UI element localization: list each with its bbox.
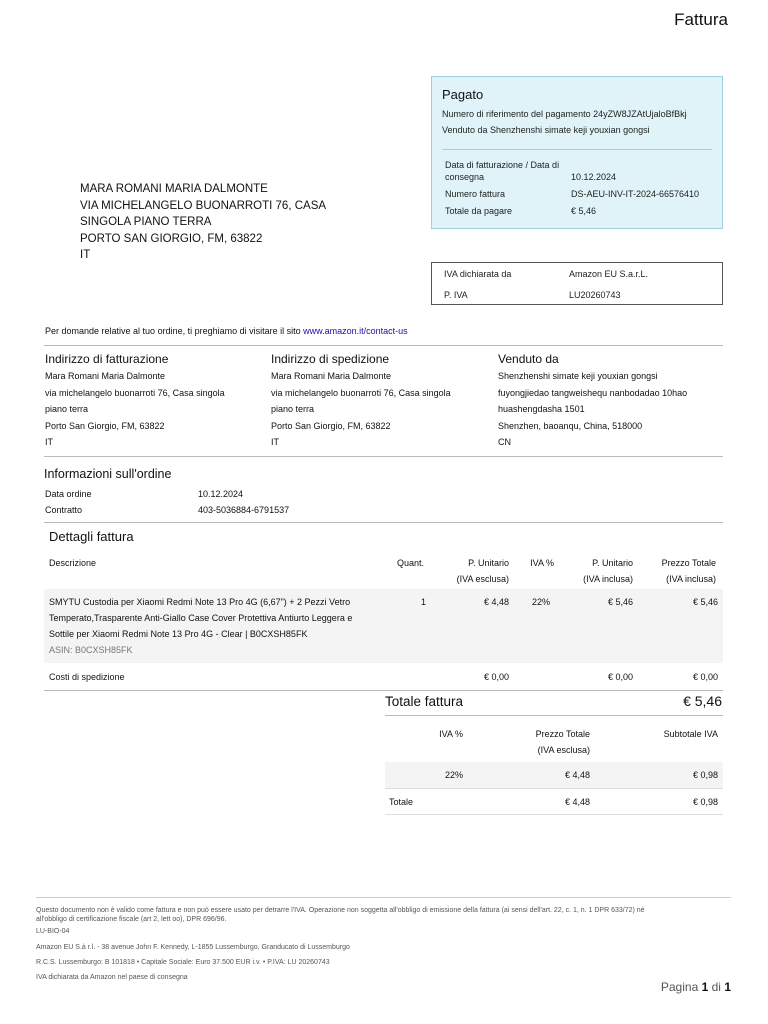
recipient-line: SINGOLA PIANO TERRA	[80, 216, 212, 228]
sold-by-line: fuyongjiedao tangweishequ nanbodadao 10hao	[498, 387, 688, 398]
vat-summary-sum-total: € 4,48	[564, 797, 590, 807]
item-qty: 1	[421, 597, 427, 607]
total-due-value: € 5,46	[571, 206, 597, 216]
order-date-label: Data ordine	[45, 489, 92, 499]
shipping-line: IT	[271, 437, 279, 447]
divider	[44, 690, 723, 691]
invoice-details-title: Dettagli fattura	[49, 529, 134, 544]
payment-seller: Venduto da Shenzhenshi simate keji youxian gongsi	[442, 125, 650, 135]
invoice-date-label-1: Data di fatturazione / Data di	[445, 160, 560, 170]
col-unit-ex-header: P. Unitario (IVA esclusa)	[456, 558, 509, 584]
divider	[44, 522, 723, 523]
invoice-number-value: DS-AEU-INV-IT-2024-66576410	[571, 189, 700, 199]
payment-status: Pagato	[442, 87, 484, 102]
shipping-line: Mara Romani Maria Dalmonte	[271, 371, 392, 381]
col-total-header: Prezzo Totale (IVA inclusa)	[661, 558, 716, 584]
vat-summary-sum-subtotal: € 0,98	[692, 797, 718, 807]
footer-company: Amazon EU S.à r.l. - 38 avenue John F. Kennedy, L-1855 Lussemburgo, Granducato di Lussemburgo	[36, 944, 350, 951]
vat-summary-total: € 4,48	[564, 770, 590, 780]
col-vat-header: IVA %	[530, 558, 554, 568]
table-row	[385, 762, 723, 788]
billing-line: IT	[45, 437, 53, 447]
shipping-line: via michelangelo buonarroti 76, Casa singola	[271, 387, 451, 398]
total-due-label: Totale da pagare	[445, 206, 513, 216]
page-indicator: Pagina 1 di 1	[660, 980, 731, 994]
shipping-unit-in: € 0,00	[607, 672, 633, 682]
footer-code: LU-BIO-04	[36, 928, 70, 935]
order-info-title: Informazioni sull'ordine	[44, 467, 172, 481]
footer-disclaimer: Questo documento non è valido come fattura e non può essere usato per detrarre l'IVA. Operazione non soggetta all'obbligo di emissione della fattura (ai sensi dell'art. 22, c. 1, n. 1 DPR 633/72) né all'obbligo di certificazione fiscale (art 2, lett oo), DPR 696/96.	[36, 907, 645, 923]
divider	[385, 715, 723, 716]
item-description: SMYTU Custodia per Xiaomi Redmi Note 13 Pro 4G (6,67") + 2 Pezzi Vetro Temperato,Trasparente Anti-Giallo Case Cover Protettiva Antiurto Leggera e Sottile per Xiaomi Redmi Note 13 Pro 4G - Clear | B0CXSH85FK ASIN: B0CXSH85FK	[49, 594, 389, 658]
invoice-date-label-2: consegna	[445, 172, 485, 182]
divider	[385, 814, 723, 815]
sold-by-line: Shenzhenshi simate keji youxian gongsi	[498, 371, 658, 381]
sold-by-line: Shenzhen, baoanqu, China, 518000	[498, 420, 643, 431]
contract-value: 403-5036884-6791537	[198, 505, 290, 515]
payment-divider	[442, 149, 712, 150]
vat-box	[431, 262, 723, 305]
contact-link[interactable]: www.amazon.it/contact-us	[303, 326, 408, 336]
invoice-total-label: Totale fattura	[385, 694, 464, 709]
item-unit-in: € 5,46	[607, 597, 633, 607]
invoice-date-value: 10.12.2024	[571, 172, 617, 182]
table-row	[44, 589, 723, 663]
footer-vat-note: IVA dichiarata da Amazon nel paese di consegna	[36, 974, 188, 981]
divider	[385, 788, 723, 789]
vat-summary-subtotal-header: Subtotale IVA	[663, 729, 718, 739]
order-date-value: 10.12.2024	[198, 489, 244, 499]
col-qty-header: Quant.	[397, 558, 425, 568]
billing-address	[45, 352, 265, 451]
shipping-cost-label: Costi di spedizione	[49, 672, 125, 682]
shipping-unit-ex: € 0,00	[483, 672, 509, 682]
vat-declared-value: Amazon EU S.a.r.L.	[569, 269, 649, 279]
shipping-line: Porto San Giorgio, FM, 63822	[271, 420, 391, 431]
item-asin: ASIN: B0CXSH85FK	[49, 645, 133, 655]
piva-value: LU20260743	[569, 290, 621, 300]
vat-declared-label: IVA dichiarata da	[444, 269, 512, 279]
billing-line: Porto San Giorgio, FM, 63822	[45, 420, 165, 431]
invoice-total-value: € 5,46	[683, 693, 722, 709]
sold-by	[498, 352, 723, 451]
item-unit-ex: € 4,48	[483, 597, 509, 607]
shipping-title: Indirizzo di spedizione	[271, 352, 390, 366]
divider	[44, 456, 723, 457]
shipping-total: € 0,00	[692, 672, 718, 682]
footer-divider	[36, 897, 731, 898]
contract-label: Contratto	[45, 505, 83, 515]
billing-line: Mara Romani Maria Dalmonte	[45, 371, 166, 381]
vat-summary-rate: 22%	[444, 770, 463, 780]
sold-by-title: Venduto da	[498, 352, 559, 366]
vat-summary-sum-label: Totale	[389, 797, 414, 807]
item-vat: 22%	[531, 597, 550, 607]
shipping-line: piano terra	[271, 404, 315, 414]
payment-reference: Numero di riferimento del pagamento 24yZW8JZAtUjaloBfBkj	[442, 109, 687, 119]
payment-box	[431, 76, 723, 229]
divider	[44, 345, 723, 346]
billing-title: Indirizzo di fatturazione	[45, 352, 169, 366]
footer-registration: R.C.S. Lussemburgo: B 101818 • Capitale Sociale: Euro 37.500 EUR i.v. • P.IVA: LU 20260743	[36, 959, 330, 966]
vat-summary-rate-header: IVA %	[439, 729, 463, 739]
piva-label: P. IVA	[444, 290, 468, 300]
invoice-number-label: Numero fattura	[445, 189, 506, 199]
recipient-line: IT	[80, 249, 91, 261]
col-unit-in-header: P. Unitario (IVA inclusa)	[583, 558, 633, 584]
vat-summary-total-header: Prezzo Totale (IVA esclusa)	[535, 729, 590, 755]
shipping-address	[271, 352, 491, 451]
item-total: € 5,46	[692, 597, 718, 607]
vat-summary-subtotal: € 0,98	[692, 770, 718, 780]
recipient-address	[80, 181, 326, 264]
document-title: Fattura	[674, 10, 728, 29]
recipient-line: PORTO SAN GIORGIO, FM, 63822	[80, 232, 263, 245]
billing-line: via michelangelo buonarroti 76, Casa singola	[45, 387, 225, 398]
billing-line: piano terra	[45, 404, 89, 414]
sold-by-line: CN	[498, 437, 511, 447]
sold-by-line: huashengdasha 1501	[498, 404, 585, 414]
recipient-line: VIA MICHELANGELO BUONARROTI 76, CASA	[80, 199, 327, 212]
col-desc-header: Descrizione	[49, 558, 97, 568]
help-text: Per domande relative al tuo ordine, ti preghiamo di visitare il sito www.amazon.it/contact-us	[45, 326, 408, 336]
recipient-line: MARA ROMANI MARIA DALMONTE	[80, 183, 268, 195]
